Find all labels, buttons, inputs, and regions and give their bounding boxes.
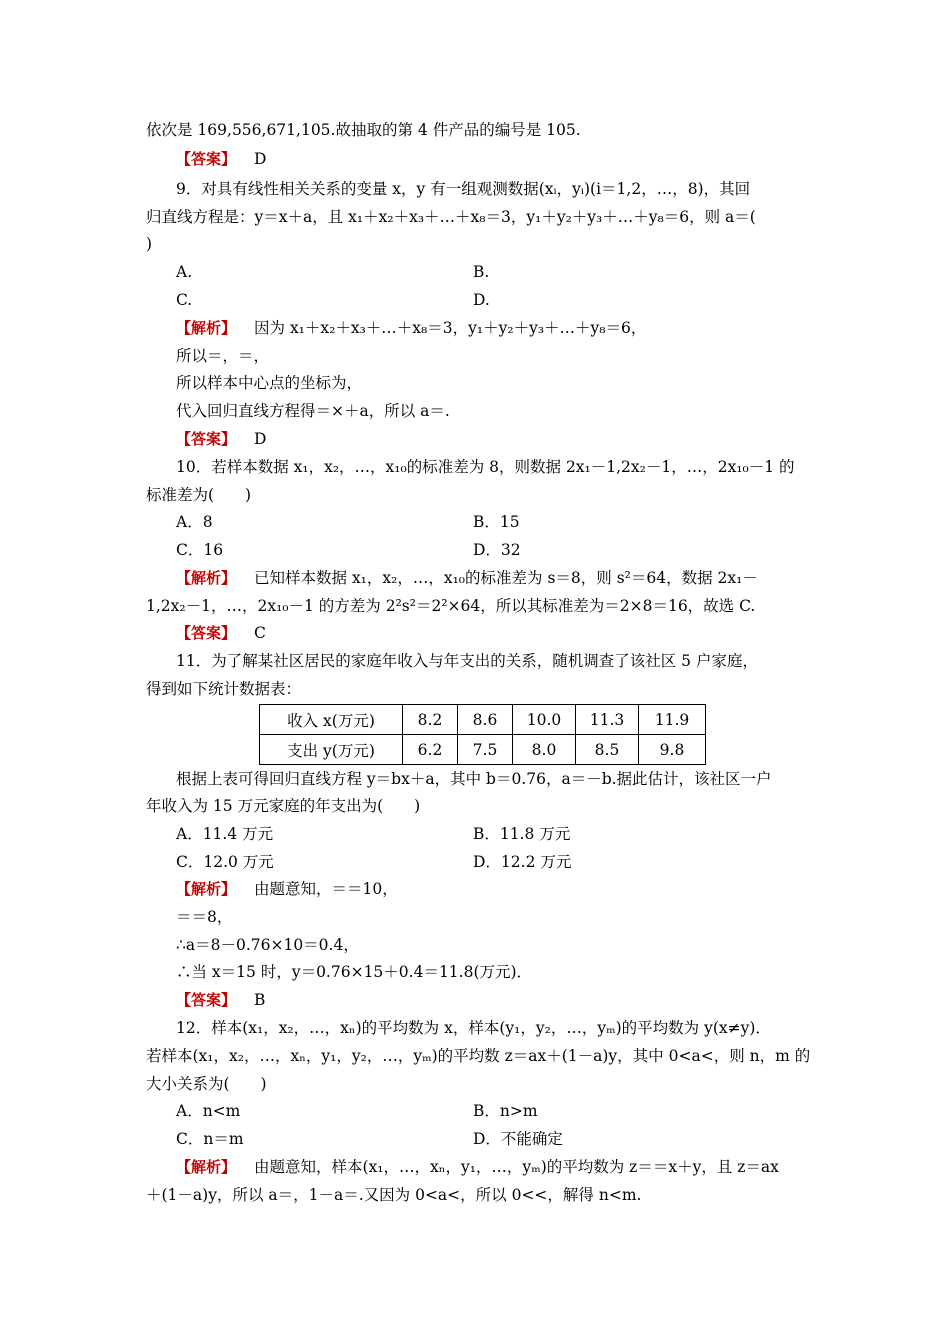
option-c: C．n＝m: [176, 1130, 244, 1148]
table-cell: 8.6: [458, 705, 513, 735]
table-cell: 10.0: [513, 705, 576, 735]
text-line: 依次是 169,556,671,105.故抽取的第 4 件产品的编号是 105.: [146, 121, 581, 139]
answer-tag: 【答案】: [176, 150, 237, 168]
solution-line: ∴a＝8－0.76×10＝0.4，: [176, 936, 359, 954]
answer-value: D: [254, 150, 267, 168]
question-11-line-4: 年收入为 15 万元家庭的年支出为( ): [146, 797, 421, 815]
option-b: B．15: [473, 513, 520, 531]
solution-line: 代入回归直线方程得＝×＋a，所以 a＝.: [176, 402, 450, 420]
answer-tag: 【答案】: [176, 991, 237, 1009]
solution-line: [176, 318, 646, 338]
question-12-line-2: 若样本(x₁，x₂，…，xₙ，y₁，y₂，…，yₘ)的平均数 z＝ax＋(1－a)y，其中 0<a<，则 n，m 的: [146, 1047, 811, 1065]
question-9-line-1: 9．对具有线性相关关系的变量 x，y 有一组观测数据(xᵢ，yᵢ)(i＝1,2，…，8)，其回: [176, 180, 751, 198]
answer-tag: 【答案】: [176, 624, 237, 642]
answer-value: C: [254, 624, 266, 642]
option-c: C.: [176, 291, 193, 309]
table-cell: 11.3: [576, 705, 639, 735]
table-cell: 8.0: [513, 735, 576, 765]
solution-line: [176, 1157, 779, 1177]
solution-line: ＝＝8，: [176, 908, 233, 926]
table-cell: 6.2: [403, 735, 458, 765]
table-row: [260, 735, 706, 765]
solution-line: 所以样本中心点的坐标为，: [176, 374, 363, 392]
solution-text: 因为 x₁＋x₂＋x₃＋…＋x₈＝3，y₁＋y₂＋y₃＋…＋y₈＝6，: [254, 319, 647, 337]
answer-tag: 【答案】: [176, 430, 237, 448]
option-d: D．32: [473, 541, 521, 559]
question-9-line-2: 归直线方程是：y＝x＋a，且 x₁＋x₂＋x₃＋…＋x₈＝3，y₁＋y₂＋y₃＋…＋y₈＝6，则 a＝(: [146, 208, 756, 226]
option-a: A．8: [176, 513, 213, 531]
option-a: A.: [176, 263, 193, 281]
question-12-line-1: 12．样本(x₁，x₂，…，xₙ)的平均数为 x，样本(y₁，y₂，…，yₘ)的平均数为 y(x≠y)．: [176, 1019, 771, 1037]
table-cell: 7.5: [458, 735, 513, 765]
option-c: C．12.0 万元: [176, 853, 274, 871]
answer-line: [176, 623, 266, 643]
question-10-line-1: 10．若样本数据 x₁，x₂，…，x₁₀的标准差为 8，则数据 2x₁－1,2x₂－1，…，2x₁₀－1 的: [176, 458, 795, 476]
data-table: [259, 704, 706, 765]
table-cell: 9.8: [639, 735, 706, 765]
option-a: A．11.4 万元: [176, 825, 274, 843]
solution-text: 已知样本数据 x₁，x₂，…，x₁₀的标准差为 s＝8，则 s²＝64，数据 2x₁－: [254, 569, 758, 587]
option-b: B．11.8 万元: [473, 825, 571, 843]
question-9-line-3: ): [146, 235, 153, 253]
solution-tag: 【解析】: [176, 319, 237, 337]
question-10-line-2: 标准差为( ): [146, 486, 252, 504]
solution-tag: 【解析】: [176, 569, 237, 587]
option-d: D．12.2 万元: [473, 853, 572, 871]
option-a: A．n<m: [176, 1102, 241, 1120]
solution-line: [176, 568, 758, 588]
solution-line: ∴当 x＝15 时，y＝0.76×15＋0.4＝11.8(万元)．: [176, 963, 533, 981]
solution-line: ＋(1－a)y，所以 a＝，1－a＝.又因为 0<a<，所以 0<<，解得 n<m.: [146, 1186, 642, 1204]
question-11-line-2: 得到如下统计数据表：: [146, 680, 302, 698]
answer-line: [176, 429, 266, 449]
table-cell: 支出 y(万元): [260, 735, 403, 765]
answer-value: B: [254, 991, 266, 1009]
table-cell: 收入 x(万元): [260, 705, 403, 735]
table-row: [260, 705, 706, 735]
table-cell: 8.5: [576, 735, 639, 765]
option-d: D.: [473, 291, 490, 309]
option-c: C．16: [176, 541, 224, 559]
question-11-line-3: 根据上表可得回归直线方程 y＝bx＋a，其中 b＝0.76，a＝－b.据此估计，该社区一户: [176, 770, 772, 788]
answer-line: [176, 990, 265, 1010]
solution-line: 1,2x₂－1，…，2x₁₀－1 的方差为 2²s²＝2²×64，所以其标准差为＝2×8＝16，故选 C.: [146, 597, 756, 615]
solution-line: 所以＝，＝，: [176, 347, 270, 365]
answer-value: D: [254, 430, 267, 448]
question-12-line-3: 大小关系为( ): [146, 1075, 267, 1093]
option-b: B．n>m: [473, 1102, 538, 1120]
option-b: B.: [473, 263, 490, 281]
solution-line: [176, 879, 398, 899]
solution-tag: 【解析】: [176, 880, 237, 898]
question-11-line-1: 11．为了解某社区居民的家庭年收入与年支出的关系，随机调查了该社区 5 户家庭，: [176, 652, 758, 670]
solution-text: 由题意知，样本(x₁，…，xₙ，y₁，…，yₘ)的平均数为 z＝＝x＋y，且 z＝ax: [254, 1158, 779, 1176]
answer-line: [176, 149, 266, 169]
solution-text: 由题意知，＝＝10，: [254, 880, 398, 898]
table-cell: 8.2: [403, 705, 458, 735]
option-d: D．不能确定: [473, 1130, 563, 1148]
table-cell: 11.9: [639, 705, 706, 735]
solution-tag: 【解析】: [176, 1158, 237, 1176]
